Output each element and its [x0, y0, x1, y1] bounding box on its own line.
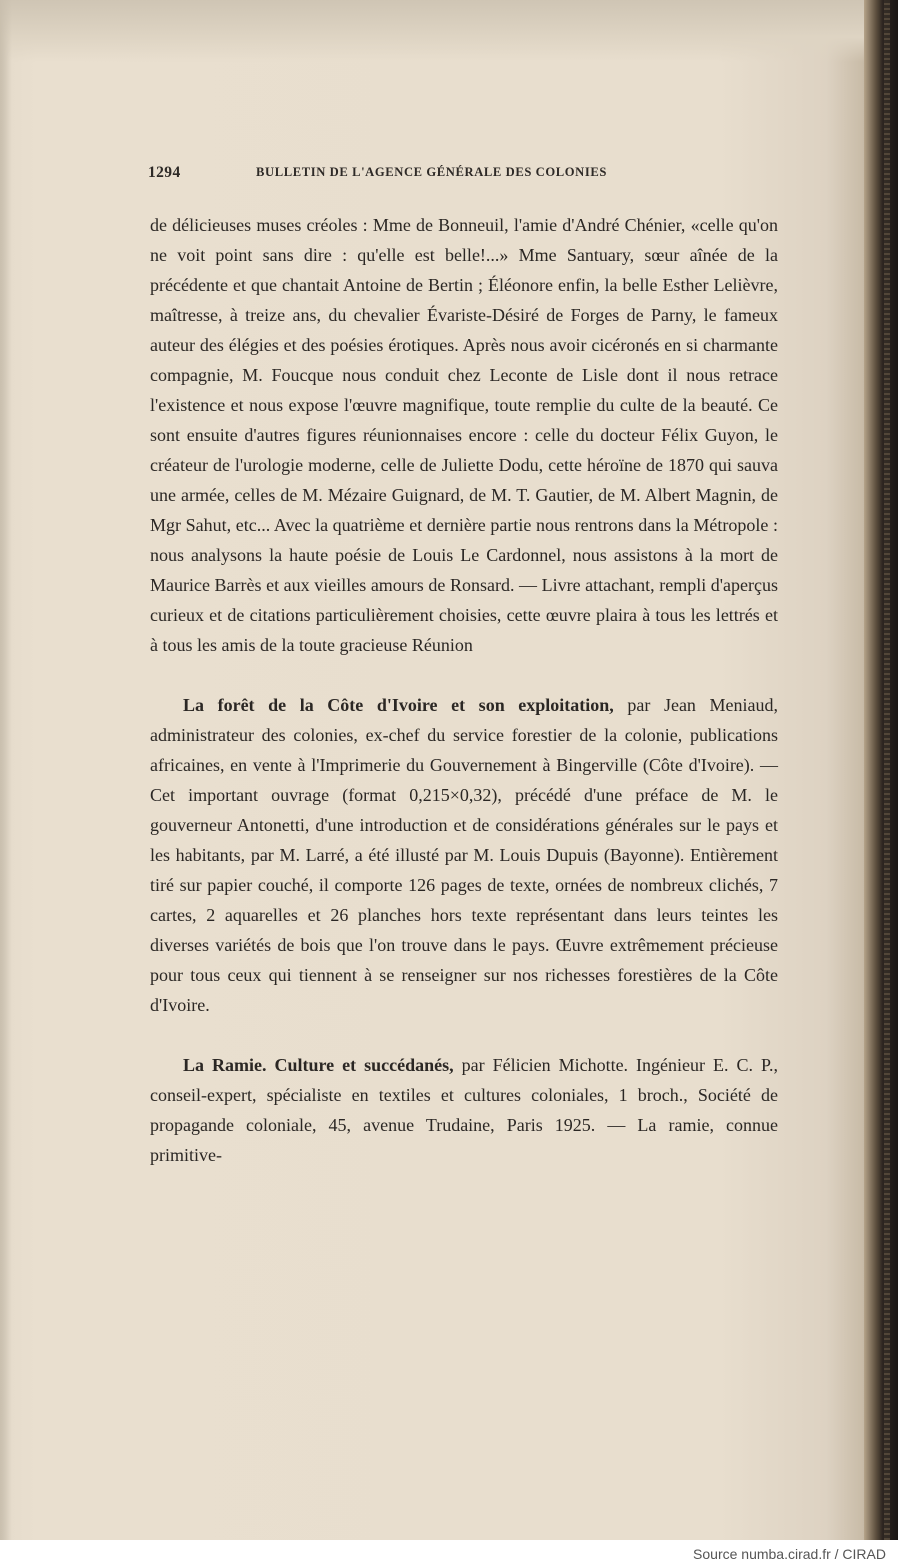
page-top-edge	[0, 0, 898, 62]
paragraph-foret-cote-ivoire	[150, 690, 778, 1020]
paragraph-lead: La forêt de la Côte d'Ivoire et son exploitation,	[183, 695, 614, 715]
page-number: 1294	[148, 164, 181, 181]
article-body	[150, 210, 778, 1170]
page-left-shadow	[0, 0, 12, 1540]
paragraph-continued-review	[150, 210, 778, 660]
book-spine	[864, 0, 898, 1540]
paragraph-lead: La Ramie. Culture et succédanés,	[183, 1055, 454, 1075]
source-credit: Source numba.cirad.fr / CIRAD	[693, 1546, 886, 1562]
paragraph-text: par Félicien Michotte. Ingénieur E. C. P., conseil-expert, spécialiste en textiles et cultures coloniales, 1 broch., Société de propagande coloniale, 45, avenue Trudaine, Paris 1925. — La ramie, connue primitive-	[150, 1055, 779, 1165]
book-spine-binding	[884, 0, 890, 1540]
paragraph-text: par Jean Meniaud, administrateur des colonies, ex-chef du service forestier de la colonie, publications africaines, en vente à l'Imprimerie du Gouvernement à Bingerville (Côte d'Ivoire). — Cet important ouvrage (format 0,215×0,32), précédé d'une préface de M. le gouverneur Antonetti, d'une introduction et de considérations générales sur le pays et les habitants, par M. Larré, a été illusté par M. Louis Dupuis (Bayonne). Entièrement tiré sur papier couché, il comporte 126 pages de texte, ornées de nombreux clichés, 7 cartes, 2 aquarelles et 26 planches hors texte représentant dans leurs teintes les diverses variétés de bois que l'on trouve dans le pays. Œuvre extrêmement précieuse pour tous ceux qui tiennent à se renseigner sur nos richesses forestières de la Côte d'Ivoire.	[150, 695, 778, 1015]
paragraph-ramie	[150, 1050, 778, 1170]
running-head-title: BULLETIN DE L'AGENCE GÉNÉRALE DES COLONIES	[256, 165, 607, 179]
paragraph-text: de délicieuses muses créoles : Mme de Bonneuil, l'amie d'André Chénier, «celle qu'on ne voit point sans dire : qu'elle est belle!...» Mme Santuary, sœur aînée de la précédente et que chantait Antoine de Bertin ; Éléonore enfin, la belle Esther Lelièvre, maîtresse, à treize ans, du chevalier Évariste-Désiré de Forges de Parny, le fameux auteur des élégies et des poésies érotiques. Après nous avoir cicéronés en si charmante compagnie, M. Foucque nous conduit chez Leconte de Lisle dont il nous retrace l'existence et nous expose l'œuvre magnifique, toute remplie du culte de la beauté. Ce sont ensuite d'autres figures réunionnaises encore : celle du docteur Félix Guyon, le créateur de l'urologie moderne, celle de Juliette Dodu, cette héroïne de 1870 qui sauva une armée, celles de M. Mézaire Guignard, de M. T. Gautier, de M. Albert Magnin, de Mgr Sahut, etc... Avec la quatrième et dernière partie nous rentrons dans la Métropole : nous analysons la haute poésie de Louis Le Cardonnel, nous assistons à la mort de Maurice Barrès et aux vieilles amours de Ronsard. — Livre attachant, rempli d'aperçus curieux et de citations particulièrement choisies, cette œuvre plaira à tous les lettrés et à tous les amis de la toute gracieuse Réunion	[150, 215, 778, 655]
